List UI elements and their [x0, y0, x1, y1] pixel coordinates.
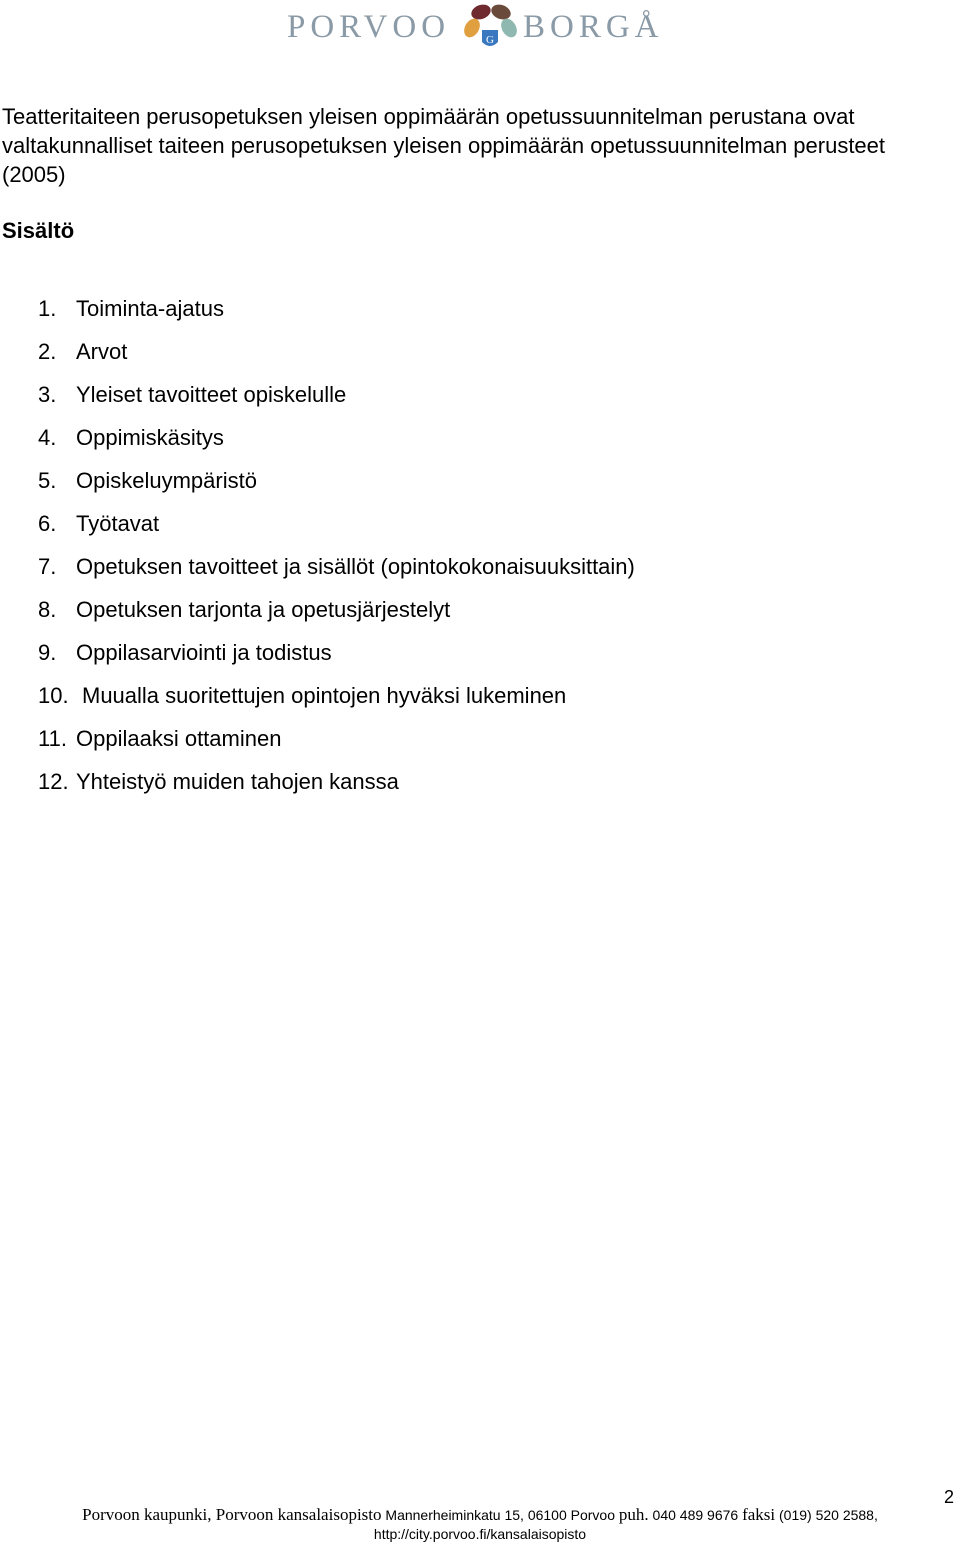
- svg-text:G: G: [486, 34, 494, 46]
- footer-fax: (019) 520 2588,: [779, 1507, 878, 1523]
- footer-phone-label: puh.: [618, 1505, 649, 1524]
- toc-item-label: Opiskeluympäristö: [76, 468, 257, 493]
- toc-item-number: 7.: [38, 554, 57, 579]
- footer-address: Mannerheiminkatu 15, 06100 Porvoo: [385, 1507, 615, 1523]
- toc-item-label: Oppilasarviointi ja todistus: [76, 640, 332, 665]
- toc-item-label: Oppimiskäsitys: [76, 425, 224, 450]
- toc-item-number: 8.: [38, 597, 57, 622]
- page-number: 2: [944, 1487, 955, 1507]
- page-header: [0, 0, 960, 60]
- toc-item-number: 10.: [38, 683, 69, 708]
- footer-fax-label: faksi: [742, 1505, 776, 1524]
- toc-item-label: Opetuksen tavoitteet ja sisällöt (opintokokonaisuuksittain): [76, 554, 635, 579]
- toc-item-number: 12.: [38, 769, 69, 794]
- toc-item-label: Yhteistyö muiden tahojen kanssa: [76, 769, 399, 794]
- toc-item-label: Toiminta-ajatus: [76, 296, 224, 321]
- page-footer: [0, 1505, 960, 1544]
- toc-item-label: Opetuksen tarjonta ja opetusjärjestelyt: [76, 597, 451, 622]
- footer-phone: 040 489 9676: [652, 1507, 739, 1523]
- toc-item-number: 4.: [38, 425, 57, 450]
- footer-url: http://city.porvoo.fi/kansalaisopisto: [373, 1526, 587, 1542]
- toc-item-number: 11.: [38, 726, 67, 751]
- toc-item-number: 9.: [38, 640, 57, 665]
- logo-text-porvoo: PORVOO: [287, 9, 451, 45]
- toc-item-label: Oppilaaksi ottaminen: [76, 726, 282, 751]
- toc-item-number: 1.: [38, 296, 57, 321]
- footer-line-1: [0, 1505, 960, 1525]
- toc-item-number: 3.: [38, 382, 57, 407]
- toc-heading: Sisältö: [2, 218, 75, 243]
- toc-item-label: Arvot: [76, 339, 128, 364]
- porvoo-borga-emblem-icon: [458, 0, 522, 52]
- toc-item-number: 2.: [38, 339, 57, 364]
- toc-item-label: Työtavat: [76, 511, 160, 536]
- intro-paragraph: Teatteritaiteen perusopetuksen yleisen oppimäärän opetussuunnitelman perustana ovat valtakunnalliset taiteen perusopetuksen yleisen oppimäärän opetussuunnitelman perusteet (2005): [2, 104, 886, 187]
- logo-text-borga: BORGÅ: [523, 9, 664, 45]
- footer-org: Porvoon kaupunki, Porvoon kansalaisopisto: [82, 1505, 382, 1524]
- toc-item-number: 6.: [38, 511, 57, 536]
- toc-item-label: Muualla suoritettujen opintojen hyväksi lukeminen: [82, 683, 567, 708]
- toc-item-number: 5.: [38, 468, 57, 493]
- toc-item-label: Yleiset tavoitteet opiskelulle: [76, 382, 347, 407]
